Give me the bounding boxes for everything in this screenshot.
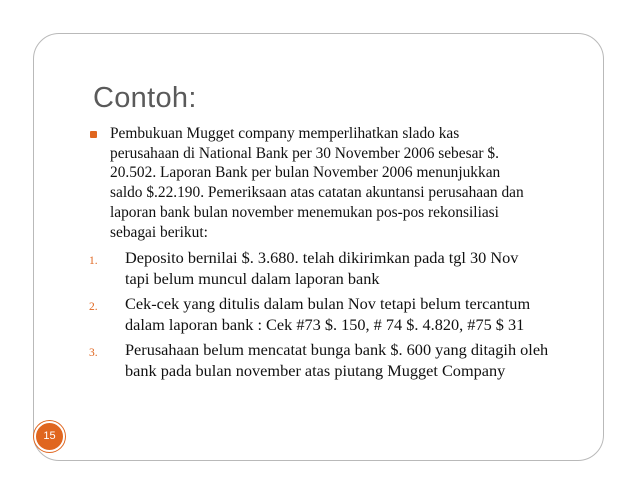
list-number: 3. bbox=[89, 347, 98, 360]
list-item bbox=[89, 340, 589, 381]
list-item-text: Perusahaan belum mencatat bunga bank $. 600 yang ditagih oleh bank pada bulan november atas piutang Mugget Company bbox=[125, 340, 549, 380]
slide-title: Contoh: bbox=[93, 82, 197, 114]
list-number: 1. bbox=[89, 255, 98, 268]
list-item bbox=[89, 248, 589, 289]
bullet-square-icon bbox=[90, 131, 97, 138]
numbered-list bbox=[89, 248, 589, 381]
list-item-text: Deposito bernilai $. 3.680. telah dikirimkan pada tgl 30 Nov tapi belum muncul dalam laporan bank bbox=[125, 248, 519, 288]
list-item-text: Cek-cek yang ditulis dalam bulan Nov tetapi belum tercantum dalam laporan bank : Cek #73 $. 150, # 74 $. 4.820, #75 $ 31 bbox=[125, 294, 531, 334]
list-item bbox=[89, 294, 589, 335]
list-number: 2. bbox=[89, 301, 98, 314]
page-number-badge: 15 bbox=[34, 421, 65, 452]
slide-content bbox=[89, 124, 589, 386]
bullet-text: Pembukuan Mugget company memperlihatkan slado kas perusahaan di National Bank per 30 November 2006 sebesar $. 20.502. Laporan Bank per bulan November 2006 menunjukkan saldo $.22.190. Pemeriksaan atas catatan akuntansi perusahaan dan laporan bank bulan november menemukan pos-pos rekonsiliasi sebagai berikut: bbox=[110, 125, 524, 241]
bullet-item bbox=[89, 124, 589, 242]
